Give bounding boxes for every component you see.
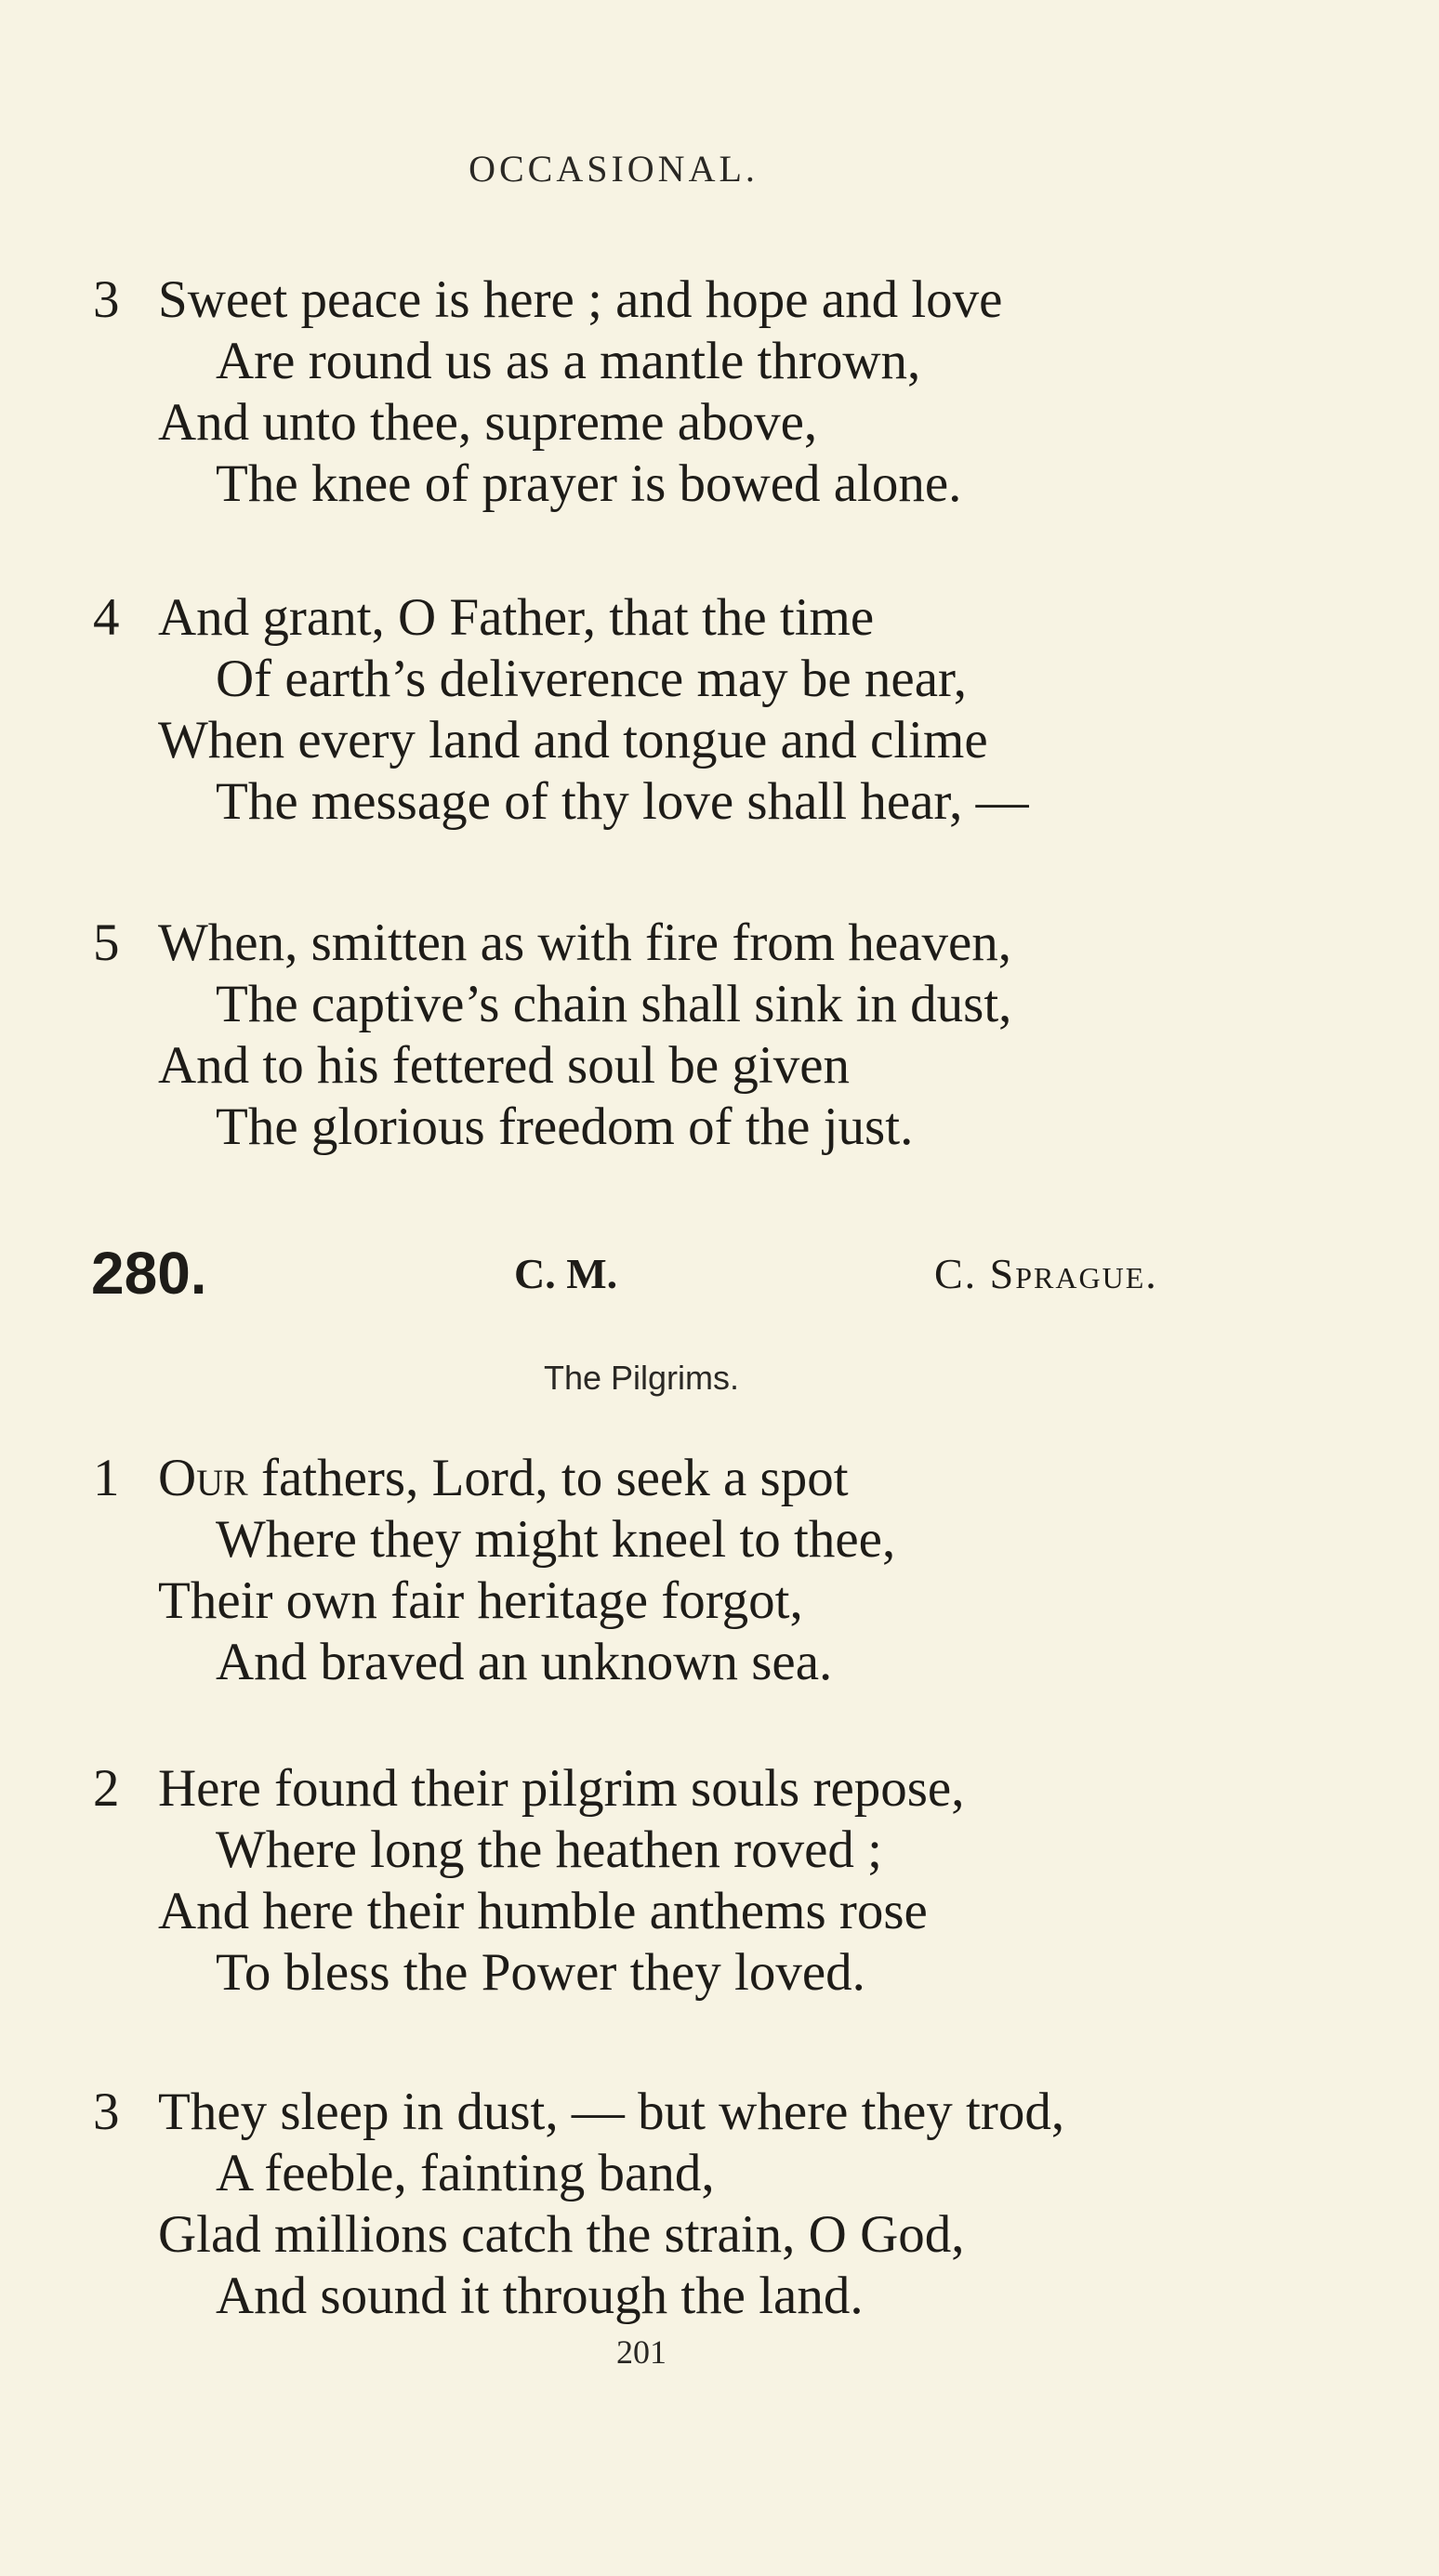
hymn-header bbox=[0, 1236, 1439, 1310]
verse-line-first bbox=[158, 1448, 849, 1509]
verse-line: And unto thee, supreme above, bbox=[158, 393, 818, 452]
stanza-number: 5 bbox=[93, 913, 120, 972]
verse-line: When, smitten as with fire from heaven, bbox=[158, 913, 1012, 972]
verse-line: A feeble, fainting band, bbox=[216, 2144, 715, 2202]
stanza-number: 3 bbox=[93, 270, 120, 329]
verse-line: Their own fair heritage forgot, bbox=[158, 1571, 803, 1630]
verse-line: And here their humble anthems rose bbox=[158, 1882, 928, 1940]
verse-line: The message of thy love shall hear, — bbox=[216, 772, 1029, 831]
verse-line: The captive’s chain shall sink in dust, bbox=[216, 975, 1012, 1033]
verse-line: Sweet peace is here ; and hope and love bbox=[158, 270, 1003, 329]
verse-line: Glad millions catch the strain, O God, bbox=[158, 2205, 965, 2264]
verse-line: They sleep in dust, — but where they trod, bbox=[158, 2083, 1065, 2141]
dropcap-word: Our bbox=[158, 1449, 248, 1507]
first-line-rest: fathers, Lord, to seek a spot bbox=[247, 1449, 849, 1507]
verse-line: The glorious freedom of the just. bbox=[216, 1097, 914, 1156]
verse-line: Here found their pilgrim souls repose, bbox=[158, 1759, 965, 1818]
verse-line: Where long the heathen roved ; bbox=[216, 1820, 882, 1879]
verse-line: When every land and tongue and clime bbox=[158, 711, 988, 769]
stanza-number: 3 bbox=[93, 2083, 120, 2141]
verse-line: Where they might kneel to thee, bbox=[216, 1510, 896, 1569]
page-number: 201 bbox=[616, 2333, 667, 2371]
hymn-author: C. Sprague. bbox=[934, 1250, 1158, 1297]
verse-line: And to his fettered soul be given bbox=[158, 1036, 851, 1095]
hymn-title: The Pilgrims. bbox=[543, 1359, 740, 1397]
verse-line: Are round us as a mantle thrown, bbox=[216, 332, 921, 390]
verse-line: The knee of prayer is bowed alone. bbox=[216, 454, 962, 513]
hymn-meter: C. M. bbox=[514, 1250, 618, 1297]
verse-line: And sound it through the land. bbox=[216, 2267, 864, 2325]
stanza-number: 2 bbox=[93, 1759, 120, 1818]
verse-line: And braved an unknown sea. bbox=[216, 1633, 833, 1691]
verse-line: To bless the Power they loved. bbox=[216, 1943, 865, 2002]
hymn-number: 280. bbox=[91, 1240, 207, 1307]
stanza-number: 1 bbox=[93, 1449, 120, 1507]
verse-line: Of earth’s deliverence may be near, bbox=[216, 650, 967, 708]
running-head: OCCASIONAL. bbox=[469, 148, 759, 190]
verse-line: And grant, O Father, that the time bbox=[158, 588, 875, 647]
stanza-number: 4 bbox=[93, 588, 120, 647]
